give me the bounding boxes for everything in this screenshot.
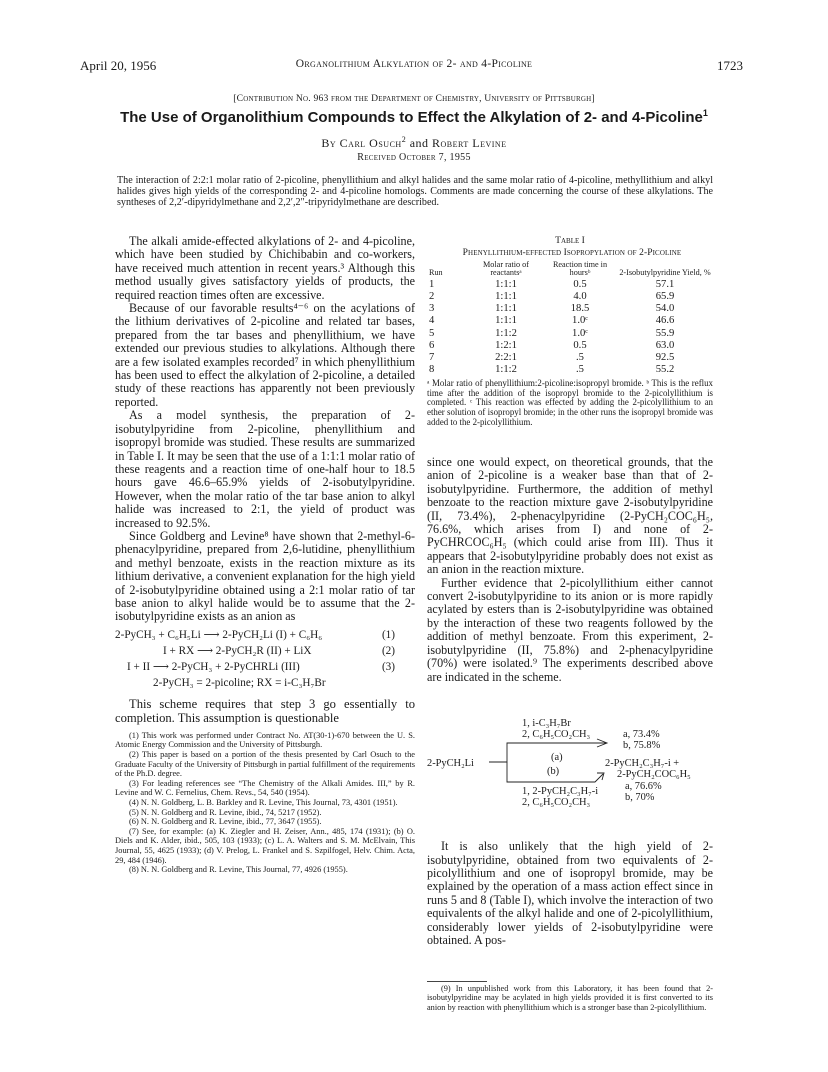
equation-1 <box>115 627 415 643</box>
table-cell: 1.0ᶜ <box>572 327 588 339</box>
left-column <box>115 235 415 875</box>
footnote: (2) This paper is based on a portion of the thesis presented by Carl Osuch to the Graduate Faculty of the University of Pittsburgh in partial fulfillment of the requirements of the Ph.D. degree. <box>115 749 415 779</box>
author-1: Carl Osuch <box>339 136 402 150</box>
table-header-row <box>427 261 713 279</box>
author-2: Robert Levine <box>432 136 507 150</box>
footnote: (9) In unpublished work from this Laboratory, it has been found that 2-isobutylpyridine may be acylated in high yields provided it is first converted to its anion by reaction with phenyllithium which is a stronger base than 2-picolyllithium. <box>427 984 713 1012</box>
table-row <box>427 328 713 340</box>
table-cell: .5 <box>576 364 584 376</box>
table-caption: Table I <box>555 235 585 246</box>
scheme-yield-b-bottom: b, 70% <box>625 792 655 803</box>
page-number: 1723 <box>717 58 743 73</box>
footnote: (8) N. N. Goldberg and R. Levine, This Journal, 77, 4926 (1955). <box>129 865 348 875</box>
table-cell: 1:1:1 <box>495 303 517 315</box>
author-1-footnote-mark: 2 <box>401 135 407 144</box>
scheme-yield-a-top: a, 73.4% <box>623 729 660 740</box>
table-row <box>427 340 713 352</box>
title-footnote-mark: 1 <box>702 108 708 118</box>
table-row <box>427 303 713 315</box>
running-header-date: April 20, 1956 <box>80 58 157 73</box>
table-cell: 57.1 <box>655 278 675 290</box>
body-paragraph: This scheme requires that step 3 go essentially to completion. This assumption is questionable <box>115 696 415 725</box>
running-header-title: Organolithium Alkylation of 2- and 4-Picoline <box>295 58 533 70</box>
table-cell: 1:1:1 <box>495 278 517 290</box>
scheme-arrow-path-b <box>507 762 603 782</box>
body-paragraph: As a model synthesis, the preparation of 2-isobutylpyridine from 2-picoline, phenyllithium and isopropyl bromide was studied. These results are summarized in Table I. It may be seen that the use of a 1:1:1 molar ratio of these reagents and a reaction time of one-half hour to 18.5 hours gave 46.6–65.9% yields of 2-isobutylpyridine. However, when the molar ratio of the tar base anion to alkyl halide was increased to 2:1, the yield of product was increased to 92.5%. <box>115 408 415 530</box>
table-cell: 1:1:1 <box>495 315 517 327</box>
scheme-product-2: 2-PyCH₂COC₆H₅ <box>617 769 691 780</box>
scheme-arrow-path-a <box>489 743 607 762</box>
scheme-bottom-step-2: 2, C₆H₅CO₂CH₃ <box>522 797 591 808</box>
table-cell: 3 <box>429 303 435 315</box>
equation-definition: 2-PyCH₃ = 2-picoline; RX = i-C₃H₇Br <box>153 676 326 689</box>
table-row <box>427 315 713 327</box>
table-cell: 1:1:1 <box>495 291 517 303</box>
table-cell: .5 <box>576 352 584 364</box>
footnote: (4) N. N. Goldberg, L. B. Barkley and R. Levine, This Journal, 73, 4301 (1951). <box>129 797 398 807</box>
table-row <box>427 279 713 291</box>
table-cell: 1.0ᶜ <box>572 315 588 327</box>
equation-3-number: (3) <box>381 660 395 673</box>
body-paragraph: It is also unlikely that the high yield of 2-isobutylpyridine, obtained from two equivalents of 2-picolyllithium and one of isopropyl bromide, may be explained by the operation of a mass action effect since in runs 5 and 8 (Table I), which involve the interaction of two equivalents of the alkyl halide and one of 2-picolyllithium, considerably lower yields of 2-isobutylpyridine were obtained. A pos- <box>427 839 713 947</box>
table-title: Phenyllithium-effected Isopropylation of 2-Picoline <box>462 248 682 258</box>
table-cell: 5 <box>429 327 435 339</box>
table-cell: 1:2:1 <box>495 339 517 351</box>
table-cell: 55.2 <box>655 364 675 376</box>
table-cell: 92.5 <box>655 352 675 364</box>
body-paragraph: since one would expect, on theoretical grounds, that the anion of 2-picoline is a weaker base than that of 2-isobutylpyridine. Furthermore, the addition of methyl benzoate to the reaction mixture gave 2-isobutylpyridine (II, 73.4%), 2-phenacylpyridine (2-PyCH₂COC₆H₅, 76.6%, which arises from I) and none of 2-PyCHRCOC₆H₅ (which could arise from III). Thus it appears that 2-isobutylpyridine probably does not exist as an anion in the reaction mixture. <box>427 455 713 577</box>
table-cell: 4.0 <box>573 291 587 303</box>
footnote: (7) See, for example: (a) K. Ziegler and H. Zeiser, Ann., 485, 174 (1931); (b) O. Diels and K. Alder, ibid., 505, 103 (1933); (c) L. A. Walters and S. M. McElvain, This Journal, 55, 4625 (1933); (d) V. Prelog, L. Frankel and S. Szpilfogel, Helv. Chim. Acta, 29, 484 (1946). <box>115 826 415 865</box>
scheme-path-b-label: (b) <box>547 766 560 777</box>
scheme-bottom-step-1: 1, 2-PyCH₂C₃H₇-i <box>522 786 599 797</box>
table-cell: 46.6 <box>655 315 675 327</box>
scheme-path-a-label: (a) <box>551 752 563 763</box>
scheme-arrows <box>427 718 727 818</box>
body-paragraph: Further evidence that 2-picolyllithium either cannot convert 2-isobutylpyridine to its anion or is more rapidly acylated by esters than is 2-isobutylpyridine was obtained by the interaction of these two reagents followed by the addition of methyl benzoate. From this experiment, 2-isobutylpyridine (II, 75.8%) and 2-phenacylpyridine (70%) were isolated.⁹ The experiments described above are indicated in the scheme. <box>427 575 713 684</box>
table-cell: 4 <box>429 315 435 327</box>
table-cell: 0.5 <box>573 339 587 351</box>
author-joiner: and <box>406 136 433 150</box>
footnote-separator <box>427 981 487 982</box>
data-table <box>427 261 713 376</box>
table-cell: 0.5 <box>573 278 587 290</box>
right-column-continued <box>427 828 713 959</box>
footnote: (6) N. N. Goldberg and R. Levine, ibid., 77, 3647 (1955). <box>129 817 322 827</box>
table-cell: 2:2:1 <box>495 352 517 364</box>
article-title-text: The Use of Organolithium Compounds to Effect the Alkylation of 2- and 4-Picoline <box>120 109 703 126</box>
equation-1-number: (1) <box>381 628 395 641</box>
table-notes: ᵃ Molar ratio of phenyllithium:2-picoline:isopropyl bromide. ᵇ This is the reflux time after the addition of the isopropyl bromide to the 2-picolyllithium is completed. ᶜ This reaction was effected by adding the 2-picolyllithium to an ether solution of isopropyl bromide; in the other runs the isopropyl bromide was added to the 2-picolyllithium. <box>427 378 713 427</box>
scheme-top-step-2: 2, C₆H₅CO₂CH₃ <box>522 729 591 740</box>
table-row <box>427 291 713 303</box>
table-cell: 1 <box>429 278 435 290</box>
table-header-cell: Reaction time in hoursᵇ <box>552 260 608 278</box>
body-paragraph: The alkali amide-effected alkylations of 2- and 4-picoline, which have been studied by Chichibabin and co-workers, have received much attention in recent years.³ Although this method usually gives satisfactory yields of products, the required reaction times often are excessive. <box>115 234 415 302</box>
equation-block <box>115 627 415 691</box>
table-cell: 7 <box>429 352 435 364</box>
body-paragraph: Because of our favorable results⁴⁻⁶ on the acylations of the lithium derivatives of 2-picoline and related tar bases, prepared from the tar bases and phenyllithium, we have extended our previous studies to alkylations. Although there are a few isolated examples recorded⁷ in which phenyllithium has been used to effect the alkylation of 2-picoline, a detailed study of these reactions has apparently not been previously reported. <box>115 301 415 409</box>
table-cell: 2 <box>429 291 435 303</box>
equation-2 <box>115 643 415 659</box>
scheme-product-1: 2-PyCH₂C₃H₇-i + <box>605 758 680 769</box>
equation-2-text: I + RX ⟶ 2-PyCH₂R (II) + LiX <box>163 644 312 657</box>
table-cell: 63.0 <box>655 339 675 351</box>
equation-3-text: I + II ⟶ 2-PyCH₃ + 2-PyCHRLi (III) <box>127 660 300 673</box>
table-header-cell: 2-Isobutylpyridine Yield, % <box>619 268 711 278</box>
table-header-cell: Run <box>429 268 443 278</box>
body-paragraph: Since Goldberg and Levine⁸ have shown that 2-methyl-6-phenacylpyridine, prepared from 2,6-lutidine, phenyllithium and methyl benzoate, exists in the reaction mixture as its lithium derivative, a convenient explanation for the high yield of 2-isobutylpyridine obtained using a 2:1 molar ratio of tar base anion to alkyl halide would be to assume that the 2-isobutylpyridine exists as an anion as <box>115 528 415 624</box>
scheme-yield-a-bottom: a, 76.6% <box>625 781 662 792</box>
abstract: The interaction of 2:2:1 molar ratio of 2-picoline, phenyllithium and alkyl halides and the same molar ratio of 4-picoline, methyllithium and alkyl halides gives high yields of the corresponding 2- and 4-picoline homologs. Comments are made concerning the course of these alkylations. The syntheses of 2,2′-dipyridylmethane and 2,2′,2″-tripyridylmethane are described. <box>117 175 713 208</box>
scheme-yield-b-top: b, 75.8% <box>623 740 661 751</box>
equation-3 <box>115 659 415 675</box>
author-line <box>0 135 828 151</box>
table-cell: 55.9 <box>655 327 675 339</box>
equation-1-text: 2-PyCH₃ + C₆H₅Li ⟶ 2-PyCH₂Li (I) + C₆H₆ <box>115 628 323 641</box>
footnote: (1) This work was performed under Contract No. AT(30-1)-670 between the U. S. Atomic Energy Commission and the University of Pittsburgh. <box>115 730 415 750</box>
equation-2-number: (2) <box>381 644 395 657</box>
table-cell: 65.9 <box>655 291 675 303</box>
table-row <box>427 352 713 364</box>
table-cell: 6 <box>429 339 435 351</box>
table-cell: 54.0 <box>655 303 675 315</box>
contribution-line: [Contribution No. 963 from the Department of Chemistry, University of Pittsburgh] <box>233 93 595 104</box>
footnote: (5) N. N. Goldberg and R. Levine, ibid., 74, 5217 (1952). <box>129 807 322 817</box>
article-title <box>0 108 828 126</box>
table-row <box>427 364 713 376</box>
scheme-top-step-1: 1, i-C₃H₇Br <box>522 718 571 729</box>
footnote: (3) For leading references see “The Chemistry of the Alkali Amides. III,” by R. Levine and W. C. Fernelius, Chem. Revs., 54, 540 (1954). <box>115 778 415 798</box>
footnote-9 <box>427 984 713 1012</box>
table-cell: 18.5 <box>570 303 590 315</box>
reaction-scheme <box>427 718 727 826</box>
author-prefix: By <box>321 136 340 150</box>
footnotes <box>115 731 415 875</box>
table-cell: 1:1:2 <box>495 364 517 376</box>
scheme-reactant: 2-PyCH₂Li <box>427 758 474 769</box>
right-column <box>427 456 713 684</box>
table-cell: 8 <box>429 364 435 376</box>
table-header-cell: Molar ratio of reactantsᵃ <box>483 260 529 278</box>
table-cell: 1:1:2 <box>495 327 517 339</box>
received-date: Received October 7, 1955 <box>357 152 471 163</box>
